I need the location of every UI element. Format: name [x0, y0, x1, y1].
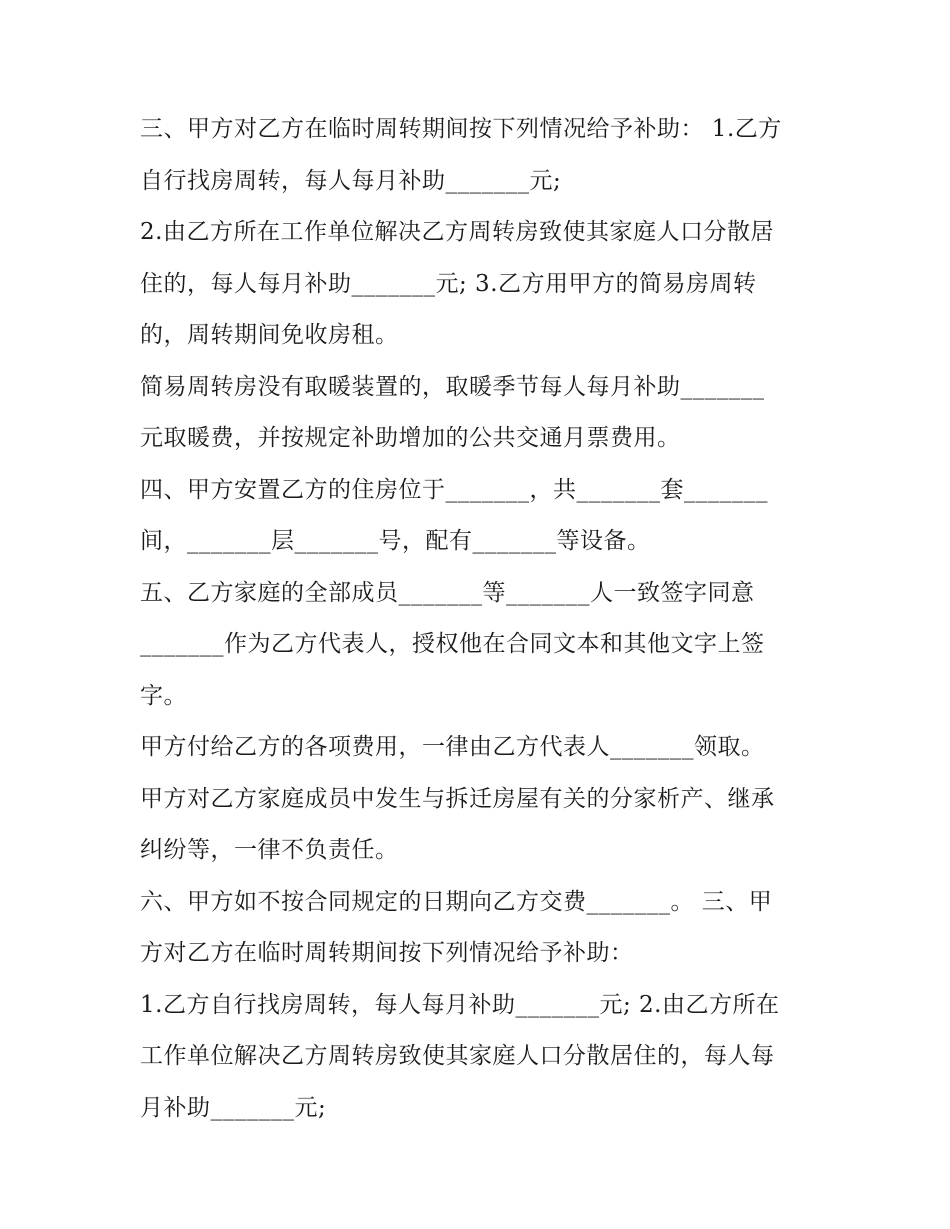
text-line: _______作为乙方代表人，授权他在合同文本和其他文字上签 [140, 631, 765, 657]
text-line: 六、甲方如不按合同规定的日期向乙方交费_______。 三、甲 [140, 888, 773, 915]
text-line: 的，周转期间免收房租。 [140, 322, 399, 348]
text-line: 简易周转房没有取暖装置的，取暖季节每人每月补助_______ [140, 373, 765, 400]
text-line: 2.由乙方所在工作单位解决乙方周转房致使其家庭人口分散居 [140, 219, 774, 245]
text-line: 甲方付给乙方的各项费用，一律由乙方代表人_______领取。 [140, 734, 765, 760]
text-line: 方对乙方在临时周转期间按下列情况给予补助： [140, 940, 634, 966]
text-line: 间，_______层_______号，配有_______等设备。 [140, 528, 651, 554]
text-line: 四、甲方安置乙方的住房位于_______，共_______套_______ [140, 476, 768, 503]
text-line: 纠纷等，一律不负责任。 [140, 837, 399, 863]
text-line: 自行找房周转，每人每月补助_______元; [140, 167, 562, 194]
text-line: 字。 [140, 682, 187, 709]
text-line: 甲方对乙方家庭成员中发生与拆迁房屋有关的分家析产、继承 [140, 785, 775, 812]
text-line: 工作单位解决乙方周转房致使其家庭人口分散居住的，每人每 [140, 1043, 775, 1069]
document-body [140, 104, 820, 1134]
text-line: 月补助_______元; [140, 1094, 327, 1121]
text-line: 五、乙方家庭的全部成员_______等_______人一致签字同意 [140, 579, 755, 606]
text-line: 住的，每人每月补助_______元; 3.乙方用甲方的简易房周转 [140, 270, 757, 297]
text-line: 1.乙方自行找房周转，每人每月补助_______元; 2.由乙方所在 [140, 991, 780, 1018]
text-line: 三、甲方对乙方在临时周转期间按下列情况给予补助： 1.乙方 [140, 116, 782, 142]
text-line: 元取暖费，并按规定补助增加的公共交通月票费用。 [140, 425, 681, 451]
